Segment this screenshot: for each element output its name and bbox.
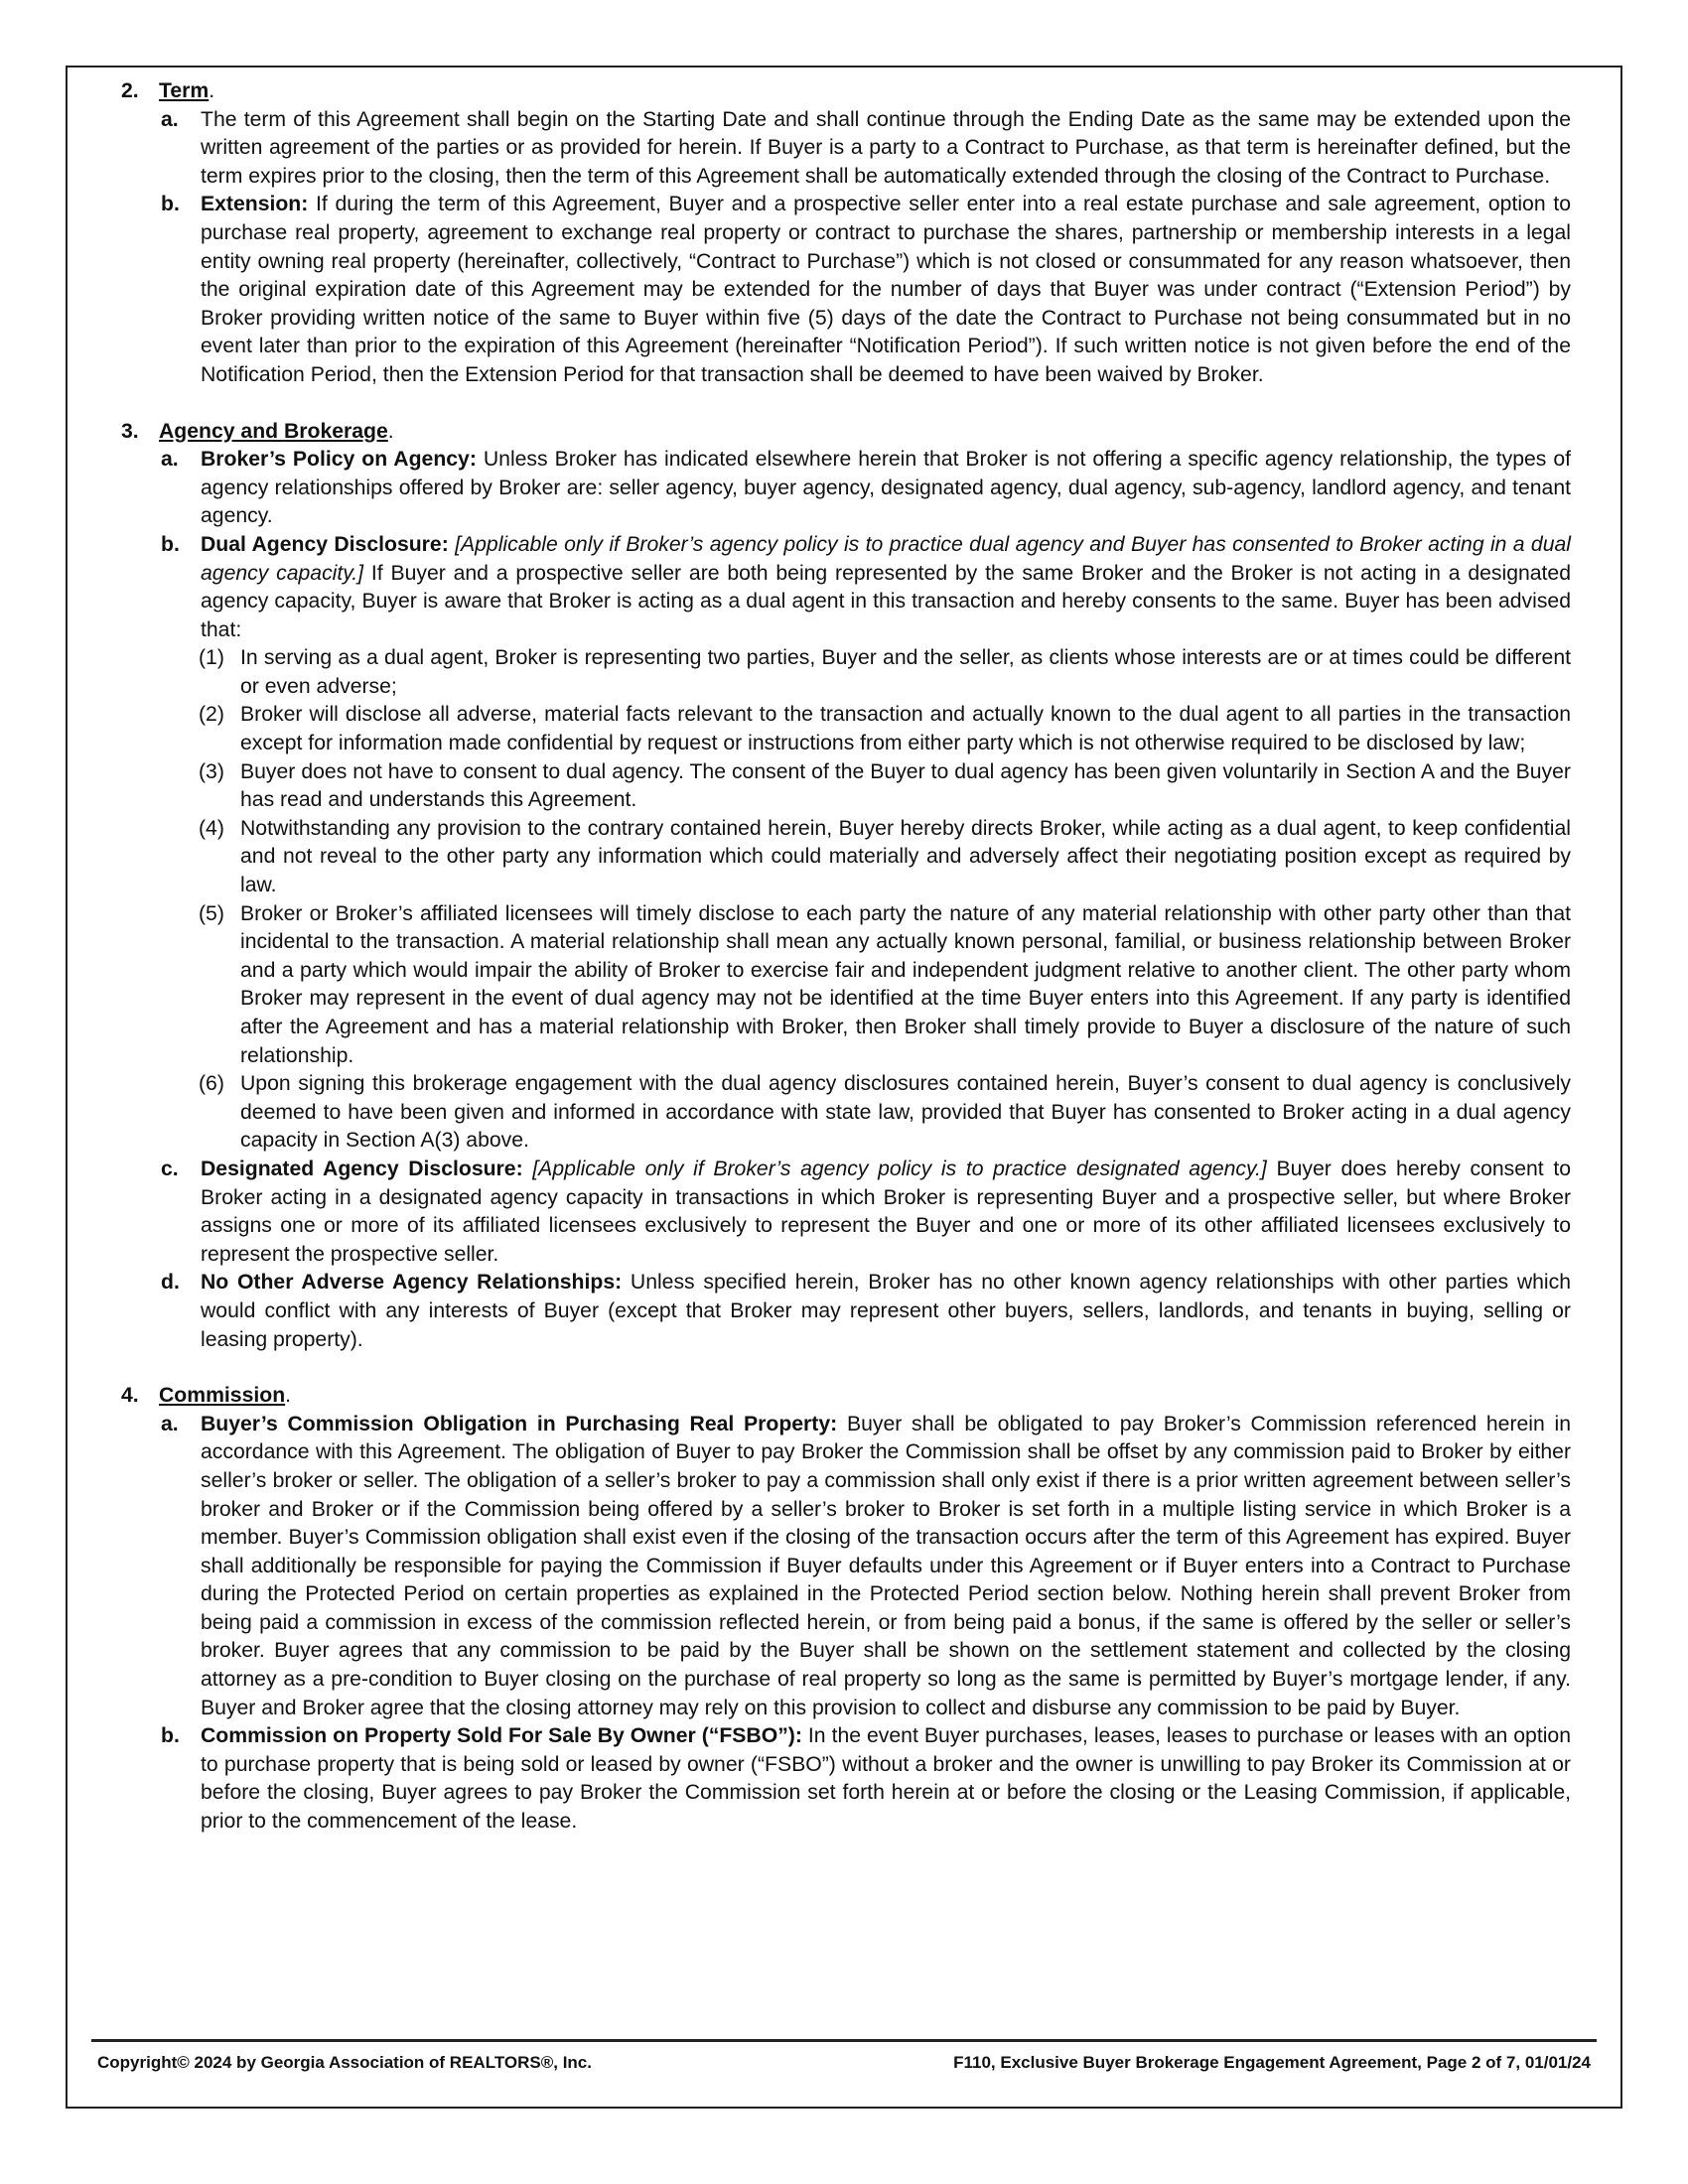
item-text: Unless Broker has indicated elsewhere herein that Broker is not offering a specific agency relationship, the types of agency relationships offered by Broker are: seller agency, buyer agency, designated agency, dual agency, sub-agency, landlord agency, and tenant agency.	[201, 448, 1572, 528]
item-letter: a.	[161, 1412, 179, 1435]
sub-number: (3)	[199, 759, 224, 783]
sub-number: (2)	[199, 703, 224, 727]
section-heading: 4. Commission.	[121, 1382, 1571, 1411]
sub-text: Upon signing this brokerage engagement with the dual agency disclosures contained herein, Buyer’s consent to dual agency is conclusively deemed to have been given and informed in accordance with state law, provided that Buyer has consented to Broker acting in a dual agency capacity in Section A(3) above.	[240, 1072, 1571, 1153]
item-text: If during the term of this Agreement, Buyer and a prospective seller enter into a real estate purchase and sale agreement, option to purchase real property, agreement to exchange real property or contract to purchase the shares, partnership or membership interests in a legal entity owning real property (hereinafter, collectively, “Contract to Purchase”) which is not closed or consummated for any reason whatsoever, then the original expiration date of this Agreement may be extended for the number of days that Buyer was under contract (“Extension Period”) by Broker providing written notice of the same to Buyer within five (5) days of the date the Contract to Purchase not being consummated but in no event later than prior to the expiration of this Agreement (hereinafter “Notification Period”). If such written notice is not given before the end of the Notification Period, then the Extension Period for that transaction shall be deemed to have been waived by Broker.	[201, 193, 1571, 386]
item-title: Designated Agency Disclosure:	[201, 1157, 523, 1180]
footer-copyright: Copyright© 2024 by Georgia Association of REALTORS®, Inc.	[97, 2053, 592, 2072]
item-letter: d.	[161, 1271, 180, 1295]
footer-divider	[91, 2039, 1597, 2042]
dual-agency-point-5	[121, 900, 1571, 1071]
item-text: Unless specified herein, Broker has no other known agency relationships with other parties which would conflict with any interests of Buyer (except that Broker may represent other buyers, sellers, landlords, and tenants in buying, selling or leasing property).	[201, 1271, 1572, 1351]
item-title: Commission on Property Sold For Sale By Owner (“FSBO”):	[201, 1724, 802, 1748]
section-title: Agency and Brokerage	[159, 419, 388, 443]
page-frame	[66, 66, 1622, 2109]
sub-text: In serving as a dual agent, Broker is representing two parties, Buyer and the seller, as clients whose interests are or at times could be different or even adverse;	[240, 646, 1571, 698]
item-text: Buyer shall be obligated to pay Broker’s Commission referenced herein in accordance with this Agreement. The obligation of Buyer to pay Broker the Commission shall be offset by any commission paid to Broker by either seller’s broker or seller. The obligation of a seller’s broker to pay a commission shall only exist if there is a prior written agreement between seller’s broker and Broker or if the Commission being offered by a seller’s broker to Broker is set forth in a multiple listing service in which Broker is a member. Buyer’s Commission obligation shall exist even if the closing of the transaction occurs after the term of this Agreement has expired. Buyer shall additionally be responsible for paying the Commission if Buyer defaults under this Agreement or if Buyer enters into a Contract to Purchase during the Protected Period on certain properties as explained in the Protected Period section below. Nothing herein shall prevent Broker from being paid a commission in excess of the commission reflected herein, or from being paid a bonus, if the same is offered by the seller or seller’s broker. Buyer agrees that any commission to be paid by the Buyer shall be shown on the settlement statement and collected by the closing attorney as a pre-condition to Buyer closing on the purchase of real property so long as the same is permitted by Buyer’s mortgage lender, if any. Buyer and Broker agree that the closing attorney may rely on this provision to collect and disburse any commission to be paid by Buyer.	[201, 1412, 1572, 1719]
section-heading: 3. Agency and Brokerage.	[121, 418, 1571, 447]
footer-form-info: F110, Exclusive Buyer Brokerage Engagement Agreement, Page 2 of 7, 01/01/24	[953, 2053, 1591, 2072]
item-letter: a.	[161, 107, 179, 131]
item-letter: b.	[161, 193, 180, 216]
item-letter: b.	[161, 532, 180, 556]
item-text: In the event Buyer purchases, leases, leases to purchase or leases with an option to purchase property that is being sold or leased by owner (“FSBO”) without a broker and the owner is unwilling to pay Broker its Commission at or before the closing, Buyer agrees to pay Broker the Commission set forth herein at or before the closing or the Leasing Commission, if applicable, prior to the commencement of the lease.	[201, 1724, 1571, 1834]
agency-item-c	[121, 1156, 1571, 1269]
item-text: If Buyer and a prospective seller are both being represented by the same Broker and the Broker is not acting in a designated agency capacity, Buyer is aware that Broker is acting as a dual agent in this transaction and hereby consents to the same. Buyer has been advised that:	[201, 561, 1572, 641]
item-letter: c.	[161, 1157, 179, 1180]
sub-number: (5)	[199, 901, 224, 925]
item-title: Dual Agency Disclosure:	[201, 532, 449, 556]
section-number: 2.	[121, 79, 139, 102]
item-letter: b.	[161, 1724, 180, 1748]
item-italic-note: [Applicable only if Broker’s agency policy is to practice dual agency and Buyer has consented to Broker acting in a dual agency capacity.]	[201, 532, 1571, 585]
item-title: Broker’s Policy on Agency:	[201, 448, 477, 472]
sub-text: Buyer does not have to consent to dual agency. The consent of the Buyer to dual agency has been given voluntarily in Section A and the Buyer has read and understands this Agreement.	[240, 759, 1571, 812]
section-agency	[121, 418, 1571, 1355]
item-italic-note: [Applicable only if Broker’s agency policy is to practice designated agency.]	[532, 1157, 1267, 1180]
term-item-b	[121, 191, 1571, 389]
agency-item-d	[121, 1269, 1571, 1354]
sub-text: Broker will disclose all adverse, material facts relevant to the transaction and actually known to the dual agent to all parties in the transaction except for information made confidential by request or instructions from either party which is not otherwise required to be disclosed by law;	[240, 703, 1571, 755]
commission-item-a	[121, 1411, 1571, 1723]
sub-text: Notwithstanding any provision to the contrary contained herein, Buyer hereby directs Broker, while acting as a dual agent, to keep confidential and not reveal to the other party any information which could materially and adversely affect their negotiating position except as required by law.	[240, 816, 1571, 897]
term-item-a	[121, 106, 1571, 192]
section-title: Term	[159, 79, 210, 102]
document-body	[121, 77, 1571, 1837]
item-letter: a.	[161, 448, 179, 472]
agency-item-a	[121, 446, 1571, 531]
dual-agency-point-2	[121, 701, 1571, 757]
dual-agency-point-4	[121, 815, 1571, 900]
item-text: Buyer does hereby consent to Broker acting in a designated agency capacity in transactions in which Broker is representing Buyer and a prospective seller, but where Broker assigns one or more of its affiliated licensees exclusively to represent the Buyer and one or more of its other affiliated licensees exclusively to represent the prospective seller.	[201, 1157, 1572, 1266]
section-heading: 2. Term.	[121, 77, 1571, 106]
sub-number: (1)	[199, 646, 224, 670]
sub-text: Broker or Broker’s affiliated licensees will timely disclose to each party the nature of any material relationship with other party other than that incidental to the transaction. A material relationship shall mean any actually known personal, familial, or business relationship between Broker and a party which would impair the ability of Broker to exercise fair and independent judgment relative to another client. The other party whom Broker may represent in the event of dual agency may not be identified at the time Buyer enters into this Agreement. If any party is identified after the Agreement and has a material relationship with Broker, then Broker shall timely provide to Buyer a disclosure of the nature of such relationship.	[240, 901, 1571, 1067]
item-text: The term of this Agreement shall begin on the Starting Date and shall continue through the Ending Date as the same may be extended upon the written agreement of the parties or as provided for herein. If Buyer is a party to a Contract to Purchase, as that term is hereinafter defined, but the term expires prior to the closing, then the term of this Agreement shall be automatically extended through the closing of the Contract to Purchase.	[201, 107, 1571, 188]
page-footer	[97, 2053, 1591, 2073]
dual-agency-point-1	[121, 644, 1571, 701]
item-title: Buyer’s Commission Obligation in Purchasing Real Property:	[201, 1412, 838, 1435]
dual-agency-point-3	[121, 758, 1571, 815]
dual-agency-point-6	[121, 1070, 1571, 1156]
sub-number: (4)	[199, 816, 224, 840]
sub-number: (6)	[199, 1072, 224, 1096]
item-title: No Other Adverse Agency Relationships:	[201, 1271, 623, 1295]
section-number: 3.	[121, 419, 139, 443]
section-term	[121, 77, 1571, 390]
commission-item-b	[121, 1722, 1571, 1836]
section-number: 4.	[121, 1384, 139, 1408]
section-commission	[121, 1382, 1571, 1837]
agency-item-b	[121, 531, 1571, 644]
section-title: Commission	[159, 1384, 286, 1408]
item-title: Extension:	[201, 193, 309, 216]
